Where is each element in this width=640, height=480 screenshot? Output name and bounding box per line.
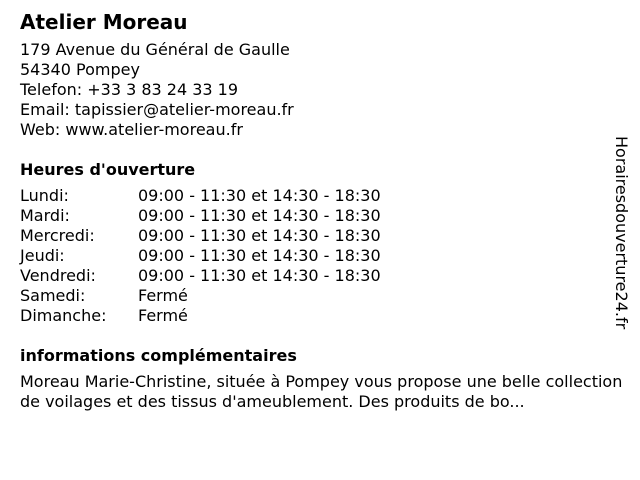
hours-row	[20, 246, 616, 266]
business-name: Atelier Moreau	[20, 10, 188, 34]
hours-row	[20, 286, 616, 306]
website-address: Web: www.atelier-moreau.fr	[20, 120, 243, 139]
hours-time: Fermé	[138, 306, 188, 325]
hours-row	[20, 206, 616, 226]
hours-day: Samedi:	[20, 286, 86, 305]
opening-hours-title: Heures d'ouverture	[20, 160, 196, 179]
hours-day: Mardi:	[20, 206, 70, 225]
hours-time: Fermé	[138, 286, 188, 305]
hours-time: 09:00 - 11:30 et 14:30 - 18:30	[138, 246, 381, 265]
hours-day: Vendredi:	[20, 266, 96, 285]
hours-row	[20, 306, 616, 326]
hours-row	[20, 226, 616, 246]
email-address: Email: tapissier@atelier-moreau.fr	[20, 100, 294, 119]
hours-day: Mercredi:	[20, 226, 95, 245]
additional-info-text: Moreau Marie-Christine, située à Pompey vous propose une belle collection de voilages et des tissus d'ameublement. Des produits de bo...	[20, 372, 623, 411]
site-watermark: Horairesdouverture24.fr	[612, 136, 631, 330]
hours-time: 09:00 - 11:30 et 14:30 - 18:30	[138, 186, 381, 205]
hours-row	[20, 266, 616, 286]
hours-day: Lundi:	[20, 186, 69, 205]
hours-day: Jeudi:	[20, 246, 65, 265]
hours-day: Dimanche:	[20, 306, 107, 325]
hours-row	[20, 186, 616, 206]
additional-info-title: informations complémentaires	[20, 346, 297, 365]
hours-time: 09:00 - 11:30 et 14:30 - 18:30	[138, 206, 381, 225]
hours-time: 09:00 - 11:30 et 14:30 - 18:30	[138, 226, 381, 245]
phone-number: Telefon: +33 3 83 24 33 19	[20, 80, 239, 99]
address-line-1: 179 Avenue du Général de Gaulle	[20, 40, 290, 59]
address-line-2: 54340 Pompey	[20, 60, 140, 79]
opening-hours-list	[20, 186, 616, 326]
hours-time: 09:00 - 11:30 et 14:30 - 18:30	[138, 266, 381, 285]
